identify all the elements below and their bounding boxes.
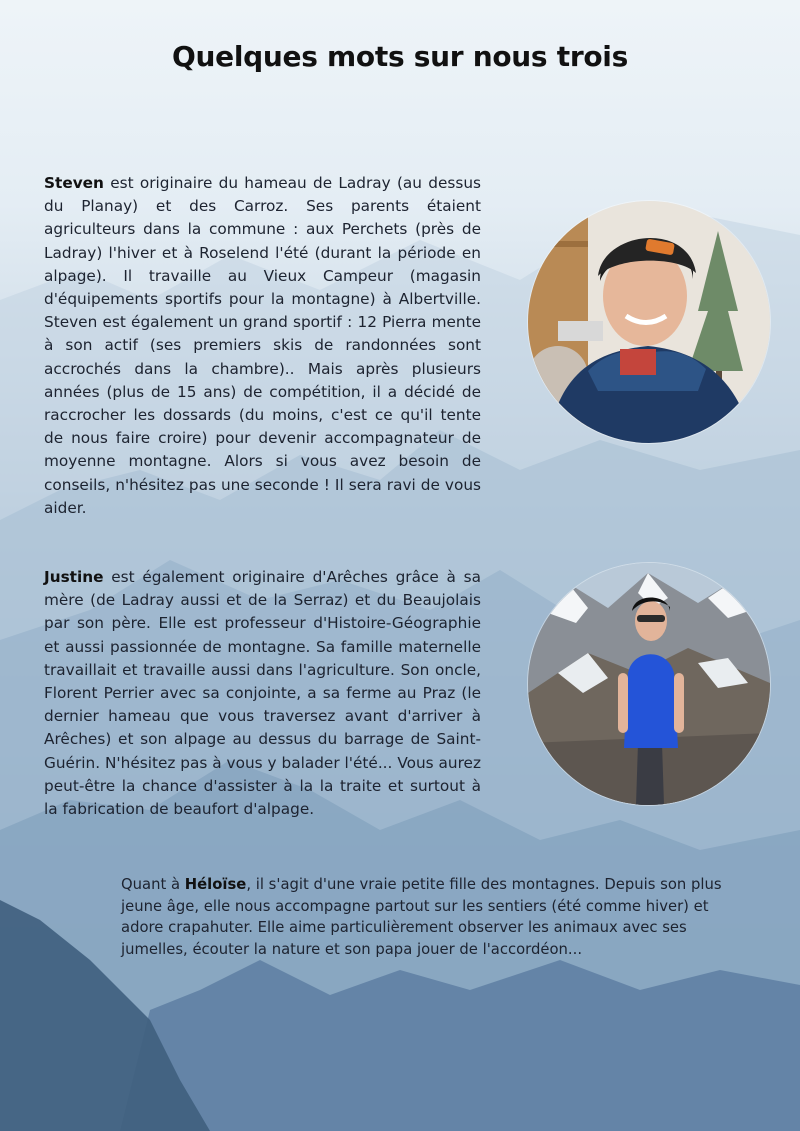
- name-justine: Justine: [44, 568, 104, 586]
- name-steven: Steven: [44, 174, 104, 192]
- paragraph-steven: [44, 172, 481, 520]
- portrait-justine: [528, 563, 770, 805]
- paragraph-justine: [44, 566, 481, 821]
- steven-photo-image: [528, 201, 770, 443]
- text-heloise: , il s'agit d'une vraie petite fille des montagnes. Depuis son plus jeune âge, elle nous accompagne partout sur les sentiers (été comme hiver) et adore crapahuter. Elle aime particulièrement observer les animaux avec ses jumelles, écouter la nature et son papa jouer de l'accordéon...: [121, 876, 722, 958]
- portrait-steven: [528, 201, 770, 443]
- justine-photo-image: [528, 563, 770, 805]
- prefix-heloise: Quant à: [121, 876, 185, 893]
- text-steven: est originaire du hameau de Ladray (au dessus du Planay) et des Carroz. Ses parents étaient agriculteurs dans la commune : aux Perchets (près de Ladray) l'hiver et à Roselend l'été (durant la période en alpage). Il travaille au Vieux Campeur (magasin d'équipements sportifs pour la montagne) à Albertville. Steven est également un grand sportif : 12 Pierra mente à son actif (ses premiers skis de randonnées sont accrochés dans la chambre).. Mais après plusieurs années (plus de 15 ans) de compétition, il a décidé de raccrocher les dossards (du moins, c'est ce qu'il tente de nous faire croire) pour devenir accompagnateur de moyenne montagne. Alors si vous avez besoin de conseils, n'hésitez pas une seconde ! Il sera ravi de vous aider.: [44, 174, 481, 517]
- paragraph-heloise: [121, 874, 731, 960]
- text-justine: est également originaire d'Arêches grâce à sa mère (de Ladray aussi et de la Serraz) et du Beaujolais par son père. Elle est professeur d'Histoire-Géographie et aussi passionnée de montagne. Sa famille maternelle travaillait et travaille aussi dans l'agriculture. Son oncle, Florent Perrier avec sa conjointe, a sa ferme au Praz (le dernier hameau que vous traversez avant d'arriver à Arêches) et son alpage au dessus du barrage de Saint-Guérin. N'hésitez pas à vous y balader l'été... Vous aurez peut-être la chance d'assister à la la traite et surtout à la fabrication de beaufort d'alpage.: [44, 568, 481, 819]
- name-heloise: Héloïse: [184, 876, 247, 893]
- page-title: Quelques mots sur nous trois: [172, 40, 628, 73]
